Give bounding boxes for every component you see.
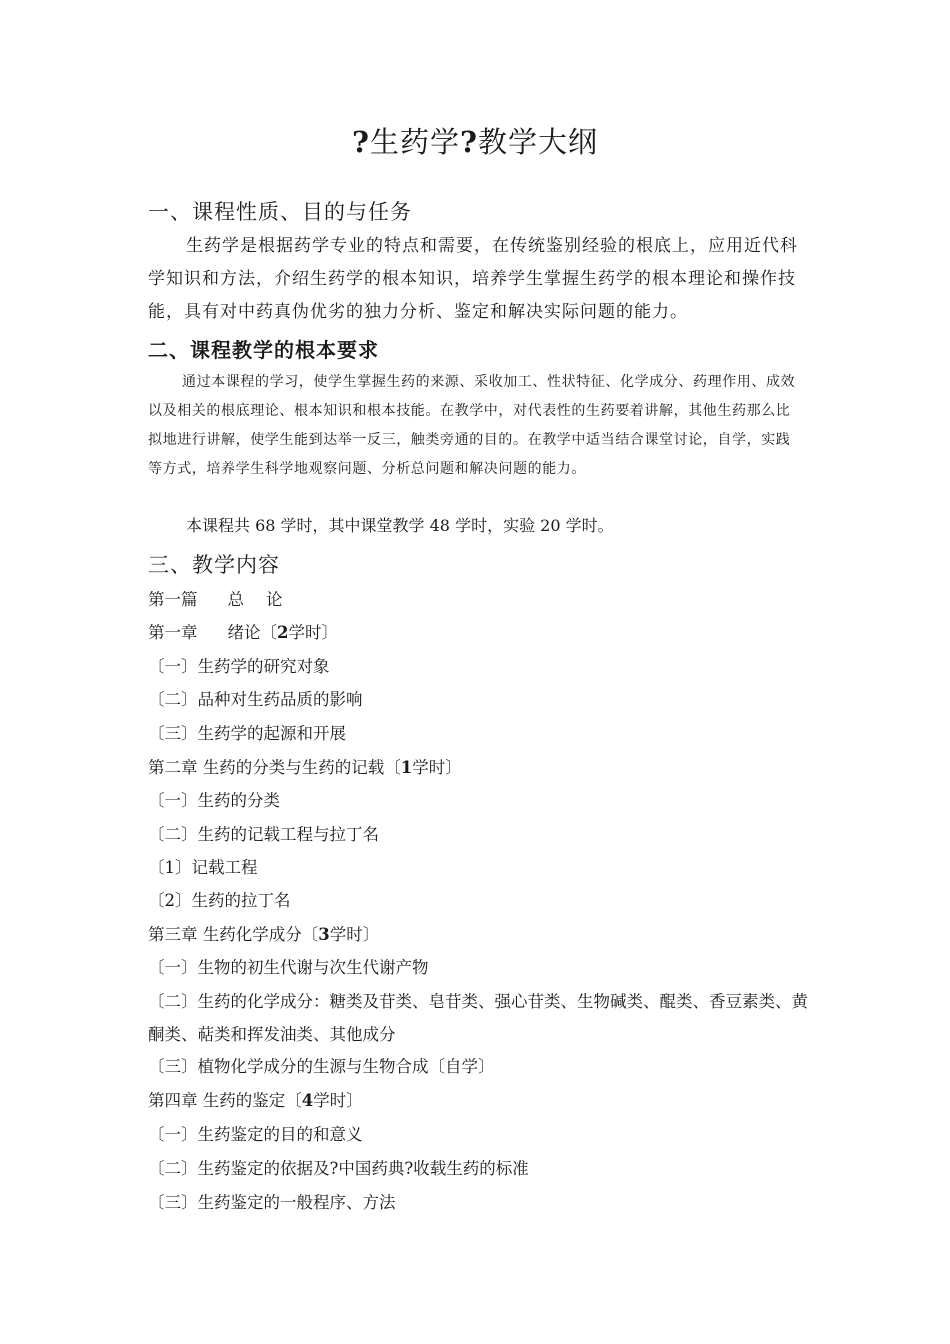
chapter-1-title: 绪论〔 xyxy=(227,623,277,642)
chapter-3-hours: 3 xyxy=(318,925,330,944)
list-item: 〔二〕品种对生药品质的影响 xyxy=(148,690,363,709)
section-3-heading: 三、教学内容 xyxy=(148,553,280,577)
part-1-heading xyxy=(148,585,808,615)
chapter-2-label: 第二章 生药的分类与生药的记载〔 xyxy=(148,758,401,777)
list-item: 〔二〕生药的记载工程与拉丁名 xyxy=(148,825,379,844)
list-item: 〔一〕生药鉴定的目的和意义 xyxy=(148,1125,363,1144)
list-item: 〔一〕生药的分类 xyxy=(148,791,280,810)
section-1-heading: 一、课程性质、目的与任务 xyxy=(148,200,412,224)
chapter-4-heading xyxy=(148,1086,808,1116)
section-2-text: 通过本课程的学习，使学生掌握生药的来源、采收加工、性状特征、化学成分、药理作用、成效以及相关的根底理论、根本知识和根本技能。在教学中，对代表性的生药要着讲解，其他生药那么比拟地进行讲解，使学生能到达举一反三，触类旁通的目的。在教学中适当结合课堂讨论，自学，实践等方式，培养学生科学地观察问题、分析总问题和解决问题的能力。 xyxy=(148,374,796,477)
part-1-word-1: 总 xyxy=(227,590,244,609)
chapter-1-unit: 学时〕 xyxy=(288,623,338,642)
section-1-text: 生药学是根据药学专业的特点和需要，在传统鉴别经验的根底上，应用近代科学知识和方法，介绍生药学的根本知识，培养学生掌握生药学的根本理论和操作技能，具有对中药真伪优劣的独力分析、鉴定和解决实际问题的能力。 xyxy=(148,236,798,322)
title-mark-2: ? xyxy=(460,125,478,159)
chapter-4-hours: 4 xyxy=(301,1091,314,1110)
part-1-word-2: 论 xyxy=(266,590,283,609)
title-mark-1: ? xyxy=(351,125,370,159)
list-item: 〔二〕生药鉴定的依据及?中国药典?收载生药的标准 xyxy=(148,1159,529,1178)
title-main: 生药学 xyxy=(369,125,460,159)
page-title xyxy=(0,120,950,161)
list-item: 〔一〕生药学的研究对象 xyxy=(148,657,330,676)
chapter-4-label: 第四章 生药的鉴定〔 xyxy=(148,1091,302,1110)
chapter-3-heading xyxy=(148,920,808,950)
list-item: 〔三〕植物化学成分的生源与生物合成〔自学〕 xyxy=(148,1057,495,1076)
section-2-hours: 本课程共 68 学时，其中课堂教学 48 学时，实验 20 学时。 xyxy=(186,516,614,535)
chapter-3-unit: 学时〕 xyxy=(329,925,380,944)
chapter-3-label: 第三章 生药化学成分〔 xyxy=(148,925,319,944)
list-item: 〔二〕生药的化学成分：糖类及苷类、皂苷类、强心苷类、生物碱类、醌类、香豆素类、黄酮类、萜类和挥发油类、其他成分 xyxy=(148,992,808,1044)
chapter-2-unit: 学时〕 xyxy=(412,758,462,777)
chapter-1-heading xyxy=(148,618,808,648)
list-item: 〔三〕生药学的起源和开展 xyxy=(148,724,346,743)
list-item: 〔三〕生药鉴定的一般程序、方法 xyxy=(148,1193,396,1212)
chapter-4-unit: 学时〕 xyxy=(313,1091,363,1110)
chapter-1-label: 第一章 xyxy=(148,623,198,642)
list-item: 〔一〕生物的初生代谢与次生代谢产物 xyxy=(148,958,429,977)
part-1-label: 第一篇 xyxy=(148,590,198,609)
chapter-1-hours: 2 xyxy=(277,623,289,642)
title-tail: 教学大纲 xyxy=(478,125,599,159)
list-item: 〔2〕生药的拉丁名 xyxy=(148,891,291,910)
chapter-2-hours: 1 xyxy=(400,758,413,777)
chapter-2-heading xyxy=(148,753,808,783)
section-2-heading: 二、课程教学的根本要求 xyxy=(148,338,379,362)
list-item: 〔1〕记载工程 xyxy=(148,858,258,877)
